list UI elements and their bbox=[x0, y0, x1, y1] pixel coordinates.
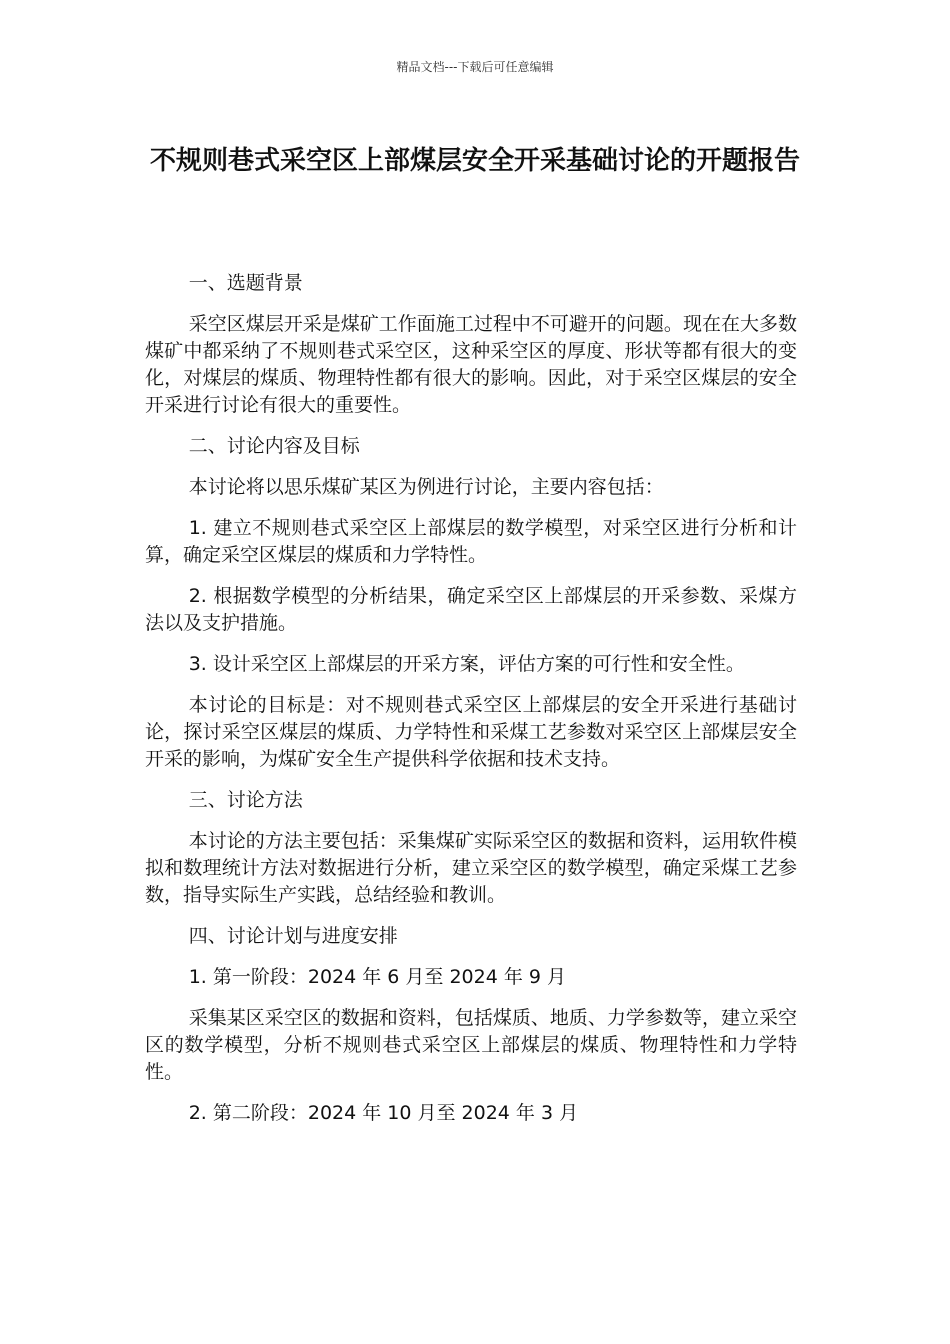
paragraph-background: 采空区煤层开采是煤矿工作面施工过程中不可避开的问题。现在在大多数煤矿中都采纳了不规则巷式采空区，这种采空区的厚度、形状等都有很大的变化，对煤层的煤质、物理特性都有很大的影响。因此，对于采空区煤层的安全开采进行讨论有很大的重要性。 bbox=[145, 313, 797, 416]
section-heading-methods: 三、讨论方法 bbox=[188, 789, 303, 811]
section-heading-background: 一、选题背景 bbox=[188, 272, 303, 294]
list-item-2: 2. 根据数学模型的分析结果，确定采空区上部煤层的开采参数、采煤方法以及支护措施。 bbox=[145, 585, 797, 634]
section-heading-content-goals: 二、讨论内容及目标 bbox=[188, 435, 360, 457]
list-item-1: 1. 建立不规则巷式采空区上部煤层的数学模型，对采空区进行分析和计算，确定采空区煤层的煤质和力学特性。 bbox=[145, 517, 797, 566]
paragraph-methods: 本讨论的方法主要包括：采集煤矿实际采空区的数据和资料，运用软件模拟和数理统计方法对数据进行分析，建立采空区的数学模型，确定采煤工艺参数，指导实际生产实践，总结经验和教训。 bbox=[145, 830, 797, 906]
schedule-phase-2: 2. 第二阶段：2024 年 10 月至 2024 年 3 月 bbox=[188, 1102, 579, 1124]
paragraph-content-intro: 本讨论将以思乐煤矿某区为例进行讨论，主要内容包括： bbox=[188, 476, 664, 498]
paragraph-goals: 本讨论的目标是：对不规则巷式采空区上部煤层的安全开采进行基础讨论，探讨采空区煤层的煤质、力学特性和采煤工艺参数对采空区上部煤层安全开采的影响，为煤矿安全生产提供科学依据和技术支持。 bbox=[145, 694, 797, 770]
document-title: 不规则巷式采空区上部煤层安全开采基础讨论的开题报告 bbox=[149, 146, 800, 176]
schedule-phase-1: 1. 第一阶段：2024 年 6 月至 2024 年 9 月 bbox=[188, 966, 567, 988]
page-header: 精品文档---下载后可任意编辑 bbox=[396, 60, 554, 74]
list-item-3: 3. 设计采空区上部煤层的开采方案，评估方案的可行性和安全性。 bbox=[188, 653, 745, 675]
document-body bbox=[145, 270, 797, 1141]
section-heading-schedule: 四、讨论计划与进度安排 bbox=[188, 925, 398, 947]
paragraph-phase-1: 采集某区采空区的数据和资料，包括煤质、地质、力学参数等，建立采空区的数学模型，分析不规则巷式采空区上部煤层的煤质、物理特性和力学特性。 bbox=[145, 1007, 797, 1083]
